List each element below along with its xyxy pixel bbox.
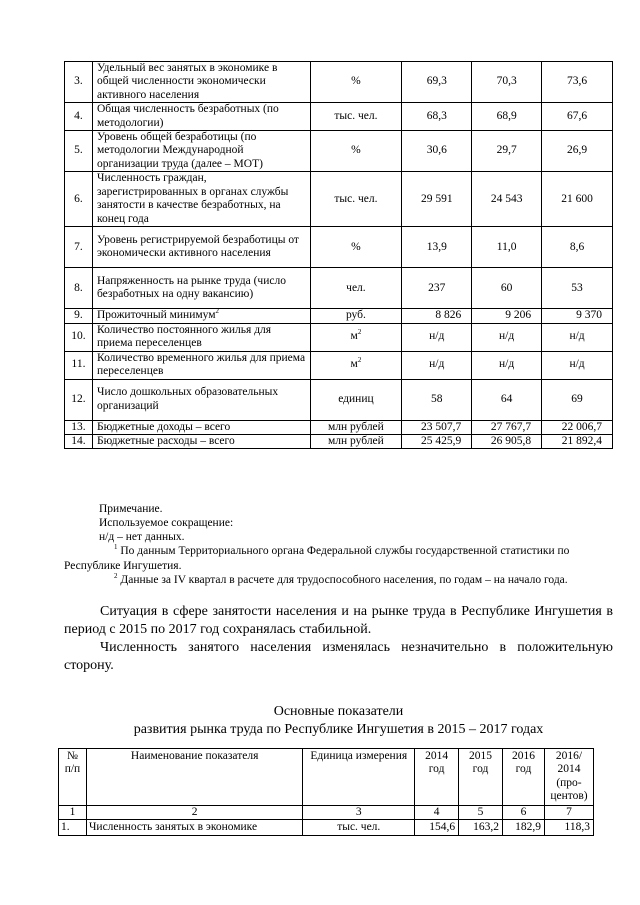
row-number bbox=[65, 323, 93, 351]
row-value-2017-text: 67,6 bbox=[566, 109, 588, 122]
row-value-2015 bbox=[402, 103, 472, 131]
table-row bbox=[65, 379, 613, 420]
table-row bbox=[65, 103, 613, 131]
row-number-text: 6. bbox=[74, 192, 83, 205]
footnote-1 bbox=[64, 544, 612, 574]
row-2015: 163,2 bbox=[459, 820, 503, 836]
row-unit bbox=[310, 351, 402, 379]
row-value-2017-text: 9 370 bbox=[576, 309, 602, 322]
row-unit-text: % bbox=[351, 144, 361, 157]
row-value-2017 bbox=[542, 172, 613, 227]
row-value-2015-text: 68,3 bbox=[426, 109, 447, 122]
footnote-1-mark: 1 bbox=[114, 543, 118, 552]
index-cell: 1 bbox=[59, 805, 87, 819]
index-cell: 4 bbox=[415, 805, 459, 819]
row-value-2017 bbox=[542, 268, 613, 309]
row-number-text: 5. bbox=[74, 144, 83, 157]
row-name bbox=[92, 435, 310, 449]
row-number bbox=[65, 435, 93, 449]
row-name-text: Прожиточный минимум bbox=[96, 309, 216, 322]
row-value-2015-text: 8 826 bbox=[435, 309, 462, 322]
row-value-2017-text: 73,6 bbox=[566, 75, 588, 88]
row-value-2015-text: н/д bbox=[429, 330, 445, 343]
row-value-2016 bbox=[472, 172, 542, 227]
index-cell: 7 bbox=[544, 805, 593, 819]
row-unit bbox=[310, 227, 402, 268]
row-unit bbox=[310, 379, 402, 420]
row-value-2017-text: 8,6 bbox=[569, 240, 585, 253]
footnote-1-text: По данным Территориального органа Федеральной службы государственной статистики по Республике Ингушетия. bbox=[64, 545, 570, 572]
row-number-text: 7. bbox=[74, 240, 83, 253]
row-value-2016-text: 27 767,7 bbox=[490, 420, 532, 433]
row-number bbox=[65, 420, 93, 434]
table-row bbox=[65, 268, 613, 309]
row-name-text: Количество постоянного жилья для приема переселенцев bbox=[96, 323, 272, 350]
row-unit bbox=[310, 323, 402, 351]
row-value-2016 bbox=[472, 103, 542, 131]
row-number bbox=[65, 268, 93, 309]
header-2016: 2016 год bbox=[503, 749, 545, 806]
row-value-2017-text: н/д bbox=[569, 330, 585, 343]
row-value-2015-text: 29 591 bbox=[420, 192, 453, 205]
row-value-2016 bbox=[472, 227, 542, 268]
row-value-2015-text: н/д bbox=[429, 358, 445, 371]
index-cell: 3 bbox=[303, 805, 415, 819]
index-cell: 5 bbox=[459, 805, 503, 819]
table-row bbox=[65, 309, 613, 323]
row-unit-text: млн рублей bbox=[328, 420, 384, 433]
row-value-2016 bbox=[472, 131, 542, 172]
row-name bbox=[92, 268, 310, 309]
row-unit-superscript: 2 bbox=[357, 356, 362, 365]
row-num: 1. bbox=[59, 820, 87, 836]
labor-market-table bbox=[58, 748, 594, 836]
row-unit bbox=[310, 309, 402, 323]
row-name-text: Количество временного жилья для приема переселенцев bbox=[96, 351, 306, 378]
row-unit-text: руб. bbox=[345, 309, 366, 322]
indicators-table-body bbox=[65, 62, 613, 449]
row-2014: 154,6 bbox=[415, 820, 459, 836]
row-value-2016 bbox=[472, 435, 542, 449]
row-value-2017 bbox=[542, 62, 613, 103]
row-value-2016 bbox=[472, 379, 542, 420]
row-number-text: 4. bbox=[74, 109, 83, 122]
row-number-text: 13. bbox=[71, 420, 86, 433]
row-value-2016-text: 64 bbox=[500, 392, 513, 405]
table-row bbox=[59, 820, 594, 836]
row-number-text: 14. bbox=[71, 435, 86, 448]
row-number-text: 12. bbox=[71, 392, 86, 405]
row-number bbox=[65, 379, 93, 420]
section-heading-line2: развития рынка труда по Республике Ингушетия в 2015 – 2017 годах bbox=[133, 722, 544, 737]
table-row bbox=[65, 351, 613, 379]
row-unit-text: м bbox=[350, 330, 358, 343]
table-row bbox=[65, 172, 613, 227]
row-value-2017 bbox=[542, 351, 613, 379]
row-number bbox=[65, 227, 93, 268]
row-value-2017 bbox=[542, 131, 613, 172]
row-value-2017 bbox=[542, 309, 613, 323]
table-row bbox=[65, 227, 613, 268]
row-value-2016-text: 9 206 bbox=[505, 309, 532, 322]
row-value-2017-text: 22 006,7 bbox=[561, 420, 602, 433]
row-name-text: Бюджетные расходы – всего bbox=[96, 435, 235, 448]
row-name bbox=[92, 379, 310, 420]
row-name-superscript: 2 bbox=[215, 307, 220, 316]
row-value-2017 bbox=[542, 420, 613, 434]
row-name bbox=[92, 420, 310, 434]
row-name: Численность занятых в экономике bbox=[86, 820, 302, 836]
row-name bbox=[92, 309, 310, 323]
row-value-2016-text: н/д bbox=[499, 358, 515, 371]
table-row bbox=[65, 62, 613, 103]
row-ratio: 118,3 bbox=[544, 820, 593, 836]
row-name-text: Бюджетные доходы – всего bbox=[96, 420, 231, 433]
row-name bbox=[92, 227, 310, 268]
index-cell: 6 bbox=[503, 805, 545, 819]
row-value-2017 bbox=[542, 103, 613, 131]
row-value-2015 bbox=[402, 435, 472, 449]
row-value-2016 bbox=[472, 351, 542, 379]
row-unit bbox=[310, 131, 402, 172]
header-num: № п/п bbox=[59, 749, 87, 806]
row-value-2016-text: 68,9 bbox=[496, 109, 517, 122]
section-heading-line1: Основные показатели bbox=[273, 704, 404, 719]
paragraph-1: Ситуация в сфере занятости населения и на рынке труда в Республике Ингушетия в период с 2015 по 2017 год сохранялась стабильной. bbox=[64, 604, 613, 637]
header-unit: Единица измерения bbox=[303, 749, 415, 806]
row-name bbox=[92, 131, 310, 172]
row-value-2017 bbox=[542, 227, 613, 268]
row-value-2016 bbox=[472, 268, 542, 309]
row-unit-text: единиц bbox=[338, 392, 374, 405]
index-row bbox=[59, 805, 594, 819]
row-unit-text: тыс. чел. bbox=[334, 109, 378, 122]
row-name-text: Напряженность на рынке труда (число безработных на одну вакансию) bbox=[96, 274, 286, 301]
header-name: Наименование показателя bbox=[86, 749, 302, 806]
row-unit bbox=[310, 268, 402, 309]
table-row bbox=[65, 323, 613, 351]
row-value-2015 bbox=[402, 351, 472, 379]
row-value-2015-text: 237 bbox=[428, 281, 446, 294]
index-cell: 2 bbox=[86, 805, 302, 819]
row-unit-text: млн рублей bbox=[328, 435, 384, 448]
row-name-text: Общая численность безработных (по методологии) bbox=[96, 103, 279, 129]
row-value-2017 bbox=[542, 323, 613, 351]
indicators-table bbox=[64, 61, 613, 449]
row-number bbox=[65, 351, 93, 379]
row-value-2017 bbox=[542, 379, 613, 420]
row-name bbox=[92, 62, 310, 103]
row-number bbox=[65, 172, 93, 227]
row-name bbox=[92, 351, 310, 379]
row-unit bbox=[310, 103, 402, 131]
row-value-2015 bbox=[402, 323, 472, 351]
header-2014: 2014 год bbox=[415, 749, 459, 806]
row-name bbox=[92, 103, 310, 131]
row-number bbox=[65, 131, 93, 172]
row-value-2015 bbox=[402, 131, 472, 172]
header-2015: 2015 год bbox=[459, 749, 503, 806]
header-row bbox=[59, 749, 594, 806]
row-name-text: Число дошкольных образовательных организаций bbox=[96, 386, 279, 412]
row-value-2016-text: 70,3 bbox=[496, 75, 517, 88]
row-2016: 182,9 bbox=[503, 820, 545, 836]
row-value-2017-text: 53 bbox=[571, 281, 583, 294]
header-ratio: 2016/ 2014 (про- центов) bbox=[544, 749, 593, 806]
row-number-text: 10. bbox=[71, 330, 86, 343]
row-value-2016 bbox=[472, 323, 542, 351]
note-abbr: н/д – нет данных. bbox=[99, 531, 185, 543]
row-value-2015 bbox=[402, 379, 472, 420]
row-name bbox=[92, 323, 310, 351]
row-value-2016-text: 24 543 bbox=[490, 192, 523, 205]
row-number-text: 8. bbox=[74, 281, 83, 294]
row-value-2015-text: 23 507,7 bbox=[420, 420, 462, 433]
row-unit bbox=[310, 420, 402, 434]
row-number bbox=[65, 62, 93, 103]
row-value-2017-text: 21 600 bbox=[561, 192, 593, 205]
row-value-2015-text: 58 bbox=[431, 392, 443, 405]
row-unit-superscript: 2 bbox=[357, 328, 362, 337]
row-value-2016-text: 26 905,8 bbox=[490, 435, 532, 448]
row-name bbox=[92, 172, 310, 227]
footnote-2 bbox=[64, 573, 612, 588]
row-number bbox=[65, 309, 93, 323]
row-value-2015 bbox=[402, 227, 472, 268]
row-value-2017-text: 21 892,4 bbox=[561, 435, 602, 448]
row-unit bbox=[310, 435, 402, 449]
footnote-2-mark: 2 bbox=[114, 572, 118, 581]
paragraph-2: Численность занятого населения изменялась незначительно в положительную сторону. bbox=[64, 640, 613, 673]
note-title: Примечание. bbox=[99, 503, 163, 515]
row-value-2017-text: н/д bbox=[569, 358, 585, 371]
row-value-2017-text: 69 bbox=[571, 392, 583, 405]
row-value-2015 bbox=[402, 420, 472, 434]
row-number-text: 11. bbox=[71, 358, 86, 371]
row-unit-text: % bbox=[351, 75, 361, 88]
row-value-2015 bbox=[402, 172, 472, 227]
row-value-2016 bbox=[472, 420, 542, 434]
footnote-2-text: Данные за IV квартал в расчете для трудоспособного населения, по годам – на начало года. bbox=[117, 574, 568, 586]
row-name-text: Численность граждан, зарегистрированных в органах службы занятости в качестве безработных, на конец года bbox=[96, 172, 289, 225]
row-value-2015 bbox=[402, 268, 472, 309]
row-value-2015 bbox=[402, 309, 472, 323]
row-number-text: 9. bbox=[74, 309, 83, 322]
row-value-2015-text: 69,3 bbox=[426, 75, 447, 88]
row-unit bbox=[310, 172, 402, 227]
row-name-text: Уровень регистрируемой безработицы от экономически активного населения bbox=[96, 233, 299, 260]
row-value-2016-text: 11,0 bbox=[496, 240, 517, 253]
table-row bbox=[65, 420, 613, 434]
note-abbr-title: Используемое сокращение: bbox=[99, 517, 234, 529]
row-unit-text: % bbox=[351, 240, 361, 253]
row-value-2016-text: 29,7 bbox=[496, 144, 517, 157]
row-unit-text: чел. bbox=[346, 281, 366, 294]
row-value-2015 bbox=[402, 62, 472, 103]
row-value-2016 bbox=[472, 62, 542, 103]
row-unit-text: тыс. чел. bbox=[334, 192, 378, 205]
row-name-text: Удельный вес занятых в экономике в общей численности экономически активного населения bbox=[96, 62, 278, 101]
row-value-2015-text: 30,6 bbox=[426, 144, 447, 157]
row-name-text: Уровень общей безработицы (по методологии Международной организации труда (далее – МОТ) bbox=[96, 131, 263, 170]
row-value-2016 bbox=[472, 309, 542, 323]
row-value-2015-text: 25 425,9 bbox=[420, 435, 462, 448]
row-unit-text: м bbox=[350, 358, 358, 371]
row-unit bbox=[310, 62, 402, 103]
table-row bbox=[65, 131, 613, 172]
row-number-text: 3. bbox=[74, 75, 83, 88]
row-value-2016-text: н/д bbox=[499, 330, 515, 343]
row-value-2017-text: 26,9 bbox=[566, 144, 588, 157]
row-value-2016-text: 60 bbox=[500, 281, 513, 294]
row-unit: тыс. чел. bbox=[303, 820, 415, 836]
row-value-2015-text: 13,9 bbox=[426, 240, 447, 253]
row-number bbox=[65, 103, 93, 131]
row-value-2017 bbox=[542, 435, 613, 449]
table-row bbox=[65, 435, 613, 449]
